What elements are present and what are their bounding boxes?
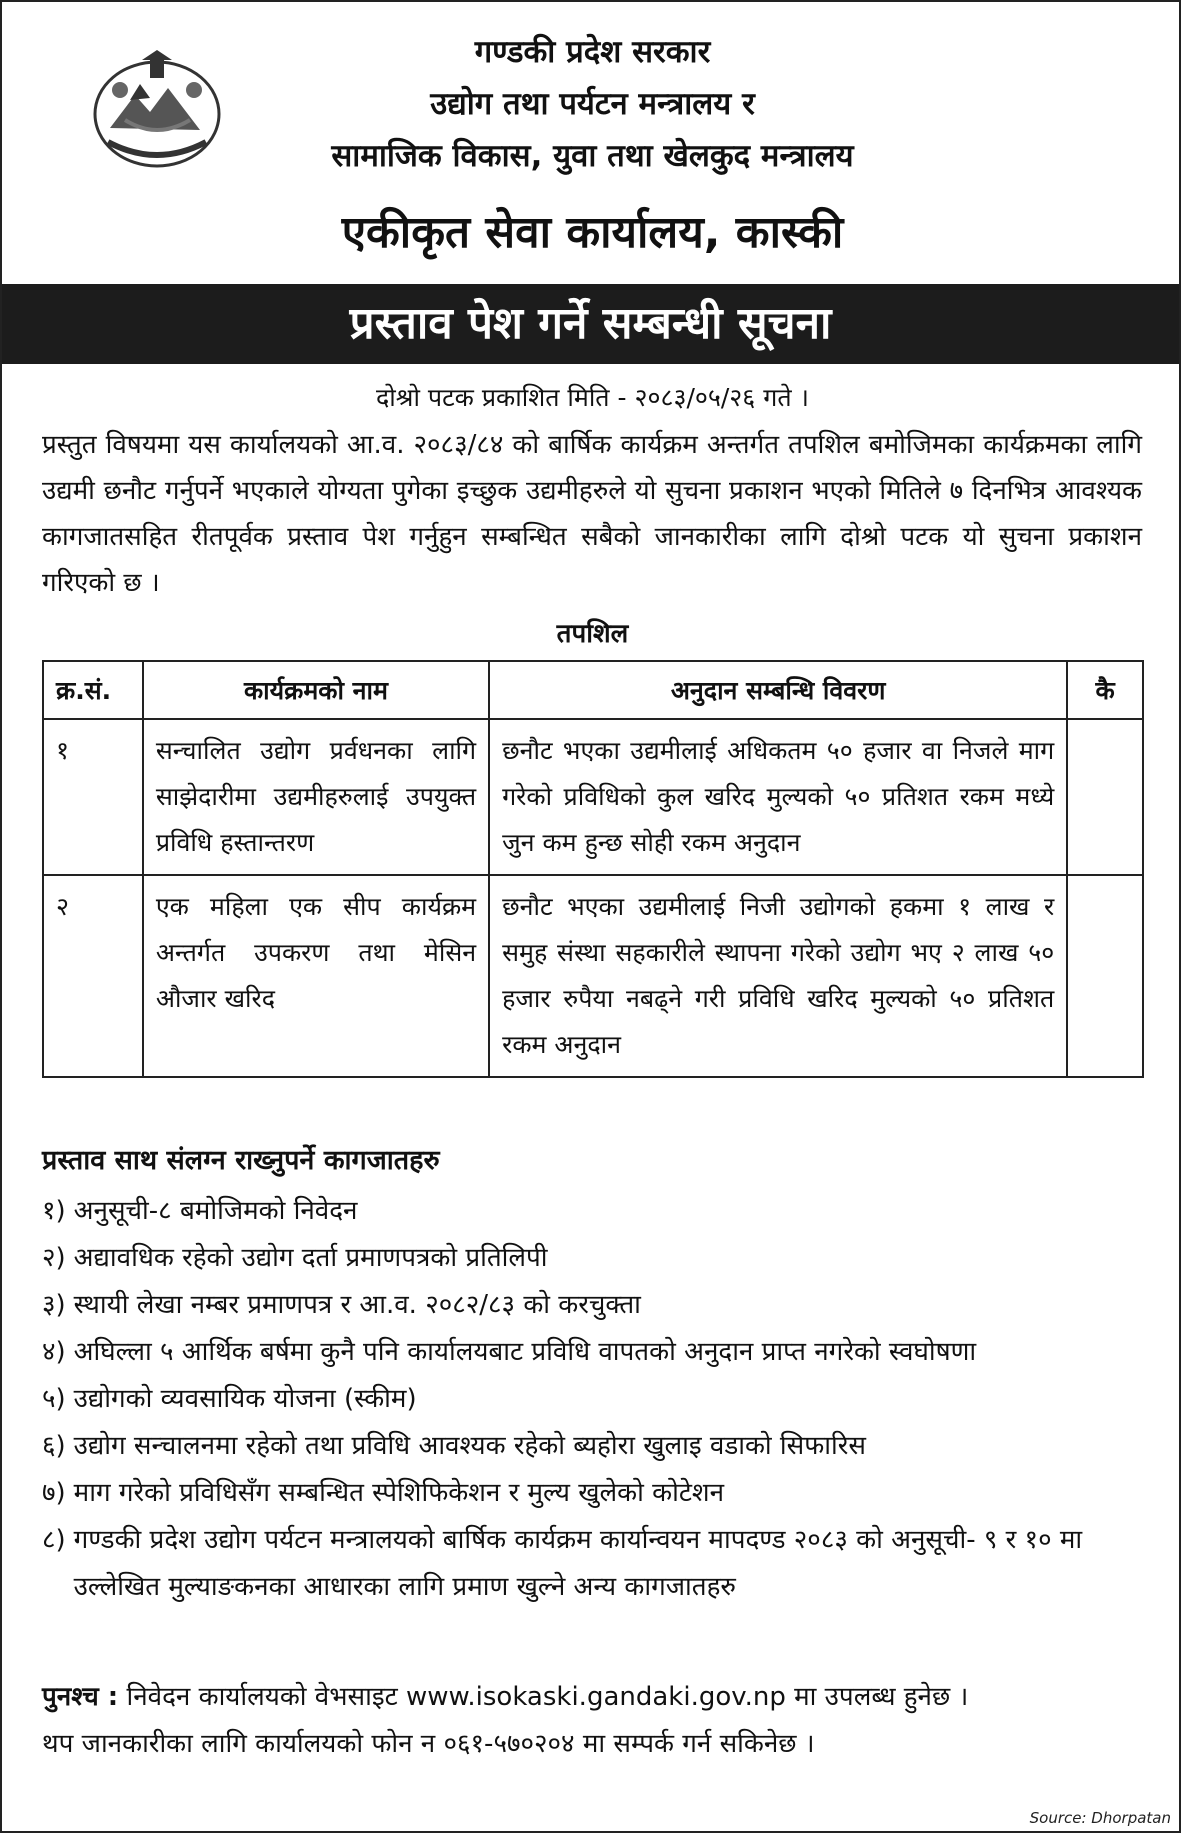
header-ministry-social: सामाजिक विकास, युवा तथा खेलकुद मन्त्रालय (331, 138, 854, 174)
item-number: २) (42, 1243, 66, 1273)
row-program-name: एक महिला एक सीप कार्यक्रम अन्तर्गत उपकरण तथा मेसिन औजार खरिद (143, 875, 489, 1077)
source-credit: Source: Dhorpatan (1029, 1809, 1171, 1827)
row-sn: २ (43, 875, 143, 1077)
schedule-heading: तपशिल (556, 619, 629, 649)
header-sn: क्र.सं. (43, 661, 143, 719)
header-office: एकीकृत सेवा कार्यालय, कास्की (341, 207, 844, 258)
list-item (42, 1329, 1142, 1376)
list-item (42, 1376, 1142, 1423)
item-text: अघिल्ला ५ आर्थिक बर्षमा कुनै पनि कार्यालयबाट प्रविधि वापतको अनुदान प्राप्त नगरेको स्वघोषणा (73, 1337, 977, 1367)
list-item (42, 1282, 1142, 1329)
list-item (42, 1517, 1142, 1611)
list-item (42, 1188, 1142, 1235)
documents-list (42, 1188, 1142, 1611)
postscript-line-2: थप जानकारीका लागि कार्यालयको फोन न ०६१-५७०२०४ मा सम्पर्क गर्न सकिनेछ । (42, 1729, 815, 1759)
item-text: अनुसूची-८ बमोजिमको निवेदन (73, 1196, 358, 1226)
item-number: ६) (42, 1431, 66, 1461)
table-header-row (43, 661, 1143, 719)
postscript-note (42, 1674, 1142, 1768)
item-number: ७) (42, 1478, 66, 1508)
list-item (42, 1235, 1142, 1282)
item-text: स्थायी लेखा नम्बर प्रमाणपत्र र आ.व. २०८२/८३ को करचुक्ता (73, 1290, 641, 1320)
row-remarks (1067, 719, 1143, 875)
item-number: ४) (42, 1337, 66, 1367)
documents-heading: प्रस्ताव साथ संलग्न राख्नुपर्ने कागजातहरु (42, 1145, 440, 1176)
item-text: उद्योग सन्चालनमा रहेको तथा प्रविधि आवश्यक रहेको ब्यहोरा खुलाइ वडाको सिफारिस (73, 1431, 866, 1461)
item-number: १) (42, 1196, 66, 1226)
row-remarks (1067, 875, 1143, 1077)
item-number: ८) (42, 1525, 66, 1555)
item-text: अद्यावधिक रहेको उद्योग दर्ता प्रमाणपत्रको प्रतिलिपी (73, 1243, 548, 1273)
header-government: गण्डकी प्रदेश सरकार (474, 34, 711, 70)
header-ministry-industry: उद्योग तथा पर्यटन मन्त्रालय र (430, 86, 755, 122)
program-table (42, 660, 1144, 1078)
item-number: ३) (42, 1290, 66, 1320)
header-program-name: कार्यक्रमको नाम (143, 661, 489, 719)
table-row (43, 719, 1143, 875)
header-grant-details: अनुदान सम्बन्धि विवरण (489, 661, 1067, 719)
item-text: उद्योगको व्यवसायिक योजना (स्कीम) (73, 1384, 417, 1414)
row-grant-details: छनौट भएका उद्यमीलाई निजी उद्योगको हकमा १ लाख र समुह संस्था सहकारीले स्थापना गरेको उद्योग भए २ लाख ५० हजार रुपैया नबढ्ने गरी प्रविधि खरिद मुल्यको ५० प्रतिशत रकम अनुदान (489, 875, 1067, 1077)
item-number: ५) (42, 1384, 66, 1414)
intro-paragraph: प्रस्तुत विषयमा यस कार्यालयको आ.व. २०८३/८४ को बार्षिक कार्यक्रम अन्तर्गत तपशिल बमोजिमका कार्यक्रमका लागि उद्यमी छनौट गर्नुपर्ने भएकाले योग्यता पुगेका इच्छुक उद्यमीहरुले यो सुचना प्रकाशन भएको मितिले ७ दिनभित्र आवश्यक कागजातसहित रीतपूर्वक प्रस्ताव पेश गर्नुहुन सम्बन्धित सबैको जानकारीका लागि दोश्रो पटक यो सुचना प्रकाशन गरिएको छ । (42, 430, 1142, 598)
row-sn: १ (43, 719, 143, 875)
header-remarks: कै (1067, 661, 1143, 719)
postscript-line-1 (42, 1674, 1142, 1721)
row-program-name: सन्चालित उद्योग प्रर्वधनका लागि साझेदारीमा उद्यमीहरुलाई उपयुक्त प्रविधि हस्तान्तरण (143, 719, 489, 875)
publish-date: दोश्रो पटक प्रकाशित मिति - २०८३/०५/२६ गते । (376, 383, 809, 412)
list-item (42, 1470, 1142, 1517)
item-text: गण्डकी प्रदेश उद्योग पर्यटन मन्त्रालयको बार्षिक कार्यक्रम कार्यान्वयन मापदण्ड २०८३ को अनुसूची- ९ र १० मा उल्लेखित मुल्याङकनका आधारका लागि प्रमाण खुल्ने अन्य कागजातहरु (73, 1525, 1083, 1602)
list-item (42, 1423, 1142, 1470)
postscript-label: पुनश्च : (42, 1682, 119, 1712)
row-grant-details: छनौट भएका उद्यमीलाई अधिकतम ५० हजार वा निजले माग गरेको प्रविधिको कुल खरिद मुल्यको ५० प्रतिशत रकम मध्ये जुन कम हुन्छ सोही रकम अनुदान (489, 719, 1067, 875)
item-text: माग गरेको प्रविधिसँग सम्बन्धित स्पेशिफिकेशन र मुल्य खुलेको कोटेशन (73, 1478, 725, 1508)
postscript-website-text: निवेदन कार्यालयको वेभसाइट www.isokaski.gandaki.gov.np मा उपलब्ध हुनेछ । (126, 1682, 969, 1712)
notice-title-banner: प्रस्ताव पेश गर्ने सम्बन्धी सूचना (2, 284, 1179, 364)
table-row (43, 875, 1143, 1077)
